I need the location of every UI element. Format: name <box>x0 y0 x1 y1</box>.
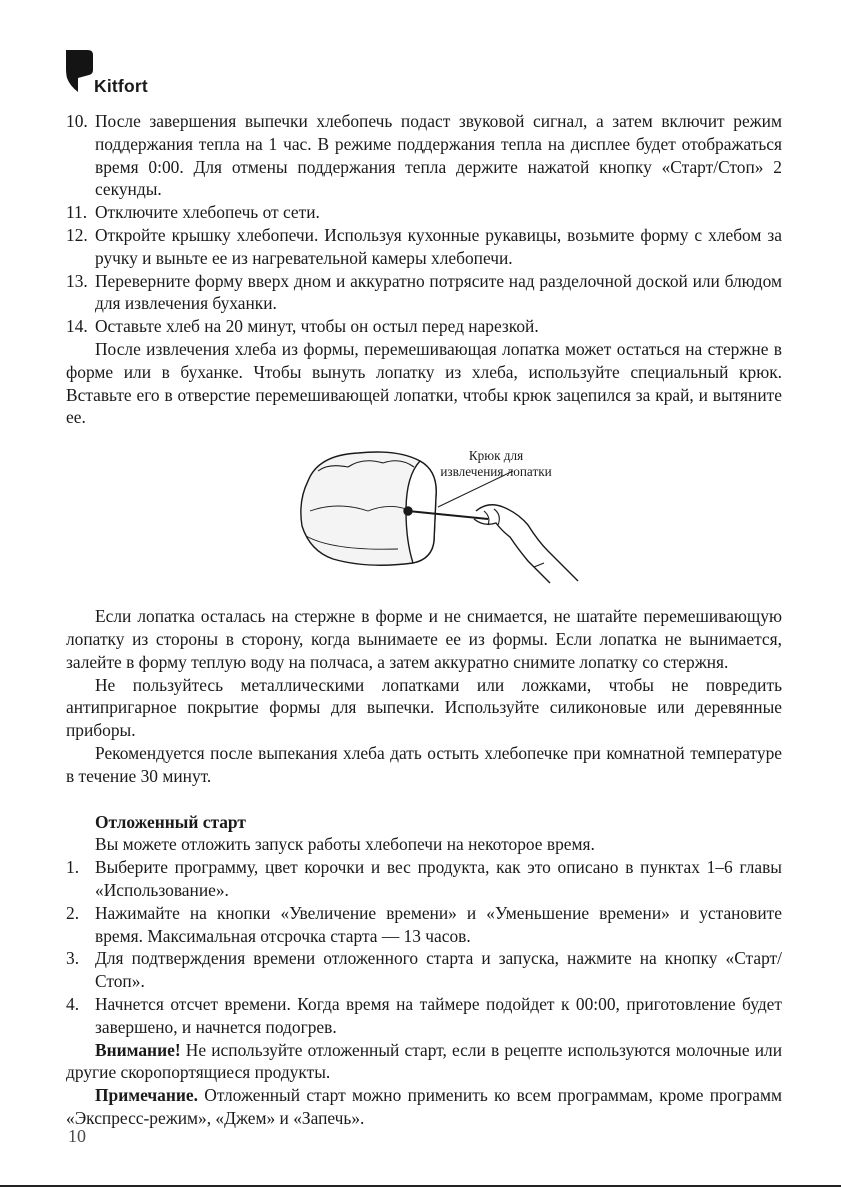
brand-name: Kitfort <box>94 76 148 96</box>
cool-paragraph: Рекомендуется после выпекания хлеба дать остыть хлебопечке при комнатной температуре в течение 30 минут. <box>66 742 782 786</box>
warning-paragraph: Внимание! Не используйте отложенный старт, если в рецепте используются молочные или другие скоропортящиеся продукты. <box>66 1039 782 1083</box>
metal-paragraph: Не пользуйтесь металлическими лопатками или ложками, чтобы не повредить антипригарное покрытие формы для выпечки. Используйте силиконовые или деревянные приборы. <box>66 674 782 741</box>
section-heading: Отложенный старт <box>95 811 246 832</box>
hook-figure <box>66 433 782 605</box>
list-item: 14. Оставьте хлеб на 20 минут, чтобы он остыл перед нарезкой. <box>66 316 539 337</box>
list-item: 10. После завершения выпечки хлебопечь подаст звуковой сигнал, а затем включит режим поддержания тепла на 1 час. В режиме поддержания тепла на дисплее будет отображаться время 0:00. Для отмены поддержания тепла держите нажатой кнопку «Старт/Стоп» 2 секунды. <box>66 111 782 200</box>
list-item: 13. Переверните форму вверх дном и аккуратно потрясите над разделочной доской или блюдом для извлечения буханки. <box>66 270 782 314</box>
page-content <box>66 110 782 1130</box>
stuck-paragraph: Если лопатка осталась на стержне в форме и не снимается, не шатайте перемешивающую лопатку из стороны в сторону, когда вынимаете ее из формы. Если лопатка не вынимается, залейте в форму теплую воду на полчаса, а затем аккуратно снимите лопатку со стержня. <box>66 606 782 672</box>
warning-label: Внимание! <box>95 1039 181 1060</box>
intro-paragraph: Вы можете отложить запуск работы хлебопечи на некоторое время. <box>95 834 595 855</box>
list-item: 11. Отключите хлебопечь от сети. <box>66 202 320 223</box>
brand-logo <box>64 48 184 94</box>
kitfort-logo-icon <box>64 48 94 94</box>
note-paragraph: Примечание. Отложенный старт можно применить ко всем программам, кроме программ «Экспресс-режим», «Джем» и «Запечь». <box>66 1085 782 1128</box>
list-item: 1. Выберите программу, цвет корочки и вес продукта, как это описано в пунктах 1–6 главы «Использование». <box>66 857 782 900</box>
list-item: 3. Для подтверждения времени отложенного старта и запуска, нажмите на кнопку «Старт/Стоп». <box>66 948 782 992</box>
figure-caption: Крюк для извлечения лопатки <box>440 448 552 480</box>
list-item: 2. Нажимайте на кнопки «Увеличение времени» и «Уменьшение времени» и установите время. Максимальная отсрочка старта — 13 часов. <box>66 902 782 946</box>
page-number: 10 <box>68 1126 86 1146</box>
paddle-paragraph: После извлечения хлеба из формы, перемешивающая лопатка может остаться на стержне в форме или в буханке. Чтобы вынуть лопатку из хлеба, используйте специальный крюк. Вставьте его в отверстие перемешивающей лопатки, чтобы крюк зацепился за край, и вытяните ее. <box>66 338 782 428</box>
list-item: 12. Откройте крышку хлебопечи. Используя кухонные рукавицы, возьмите форму с хлебом за ручку и выньте ее из нагревательной камеры хлебопечи. <box>66 224 782 268</box>
bottom-divider <box>0 1185 841 1187</box>
list-item: 4. Начнется отсчет времени. Когда время на таймере подойдет к 00:00, приготовление будет завершено, и начнется подогрев. <box>66 993 782 1037</box>
note-label: Примечание. <box>95 1085 198 1106</box>
